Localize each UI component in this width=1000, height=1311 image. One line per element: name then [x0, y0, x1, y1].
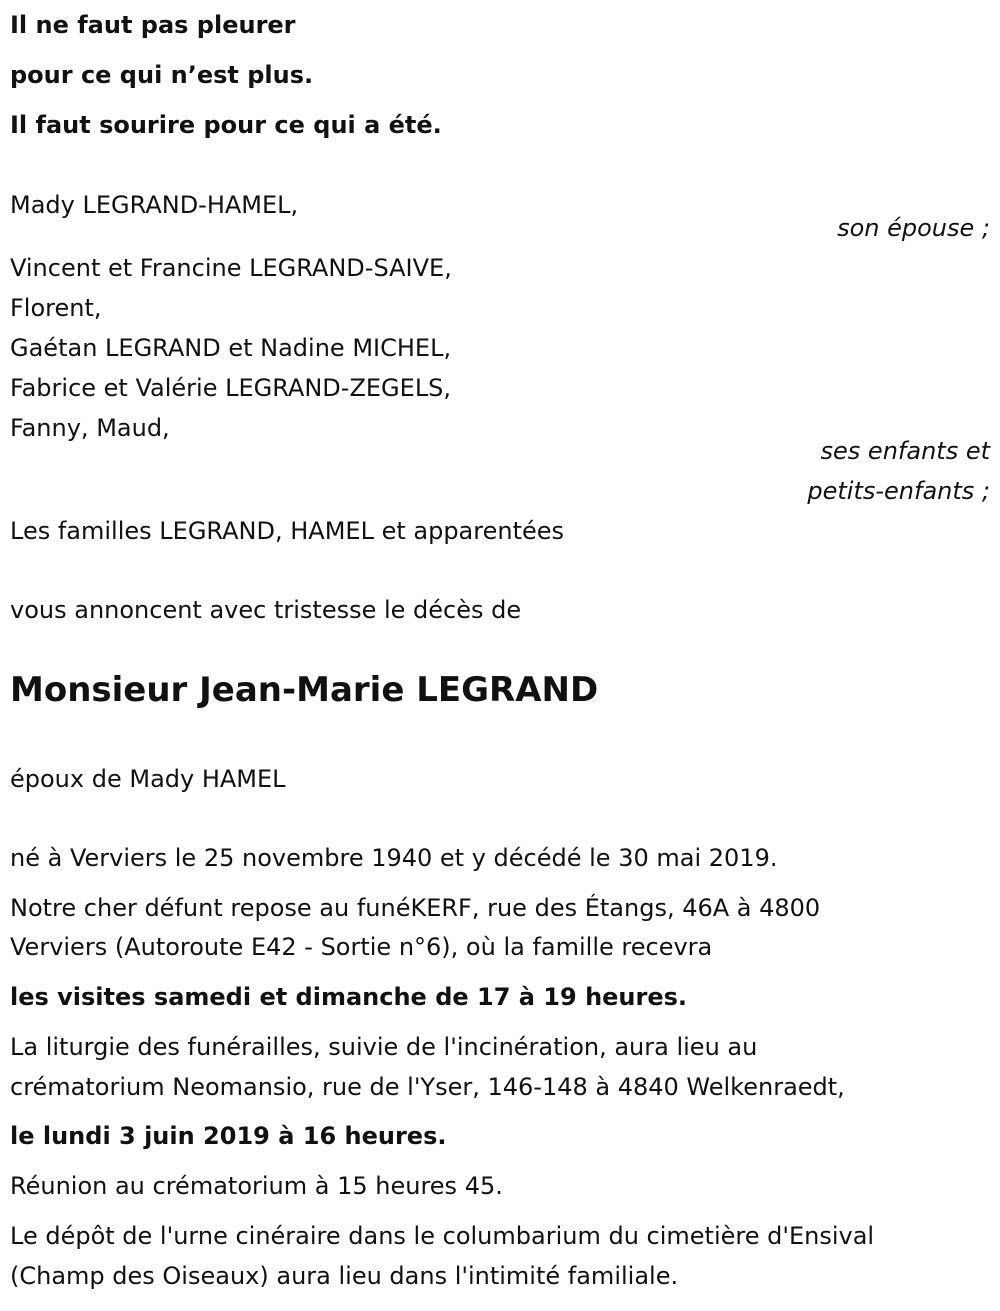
meeting: Réunion au crématorium à 15 heures 45. [10, 1172, 503, 1200]
visits: les visites samedi et dimanche de 17 à 19 heures. [10, 983, 688, 1011]
quote-line: Il faut sourire pour ce qui a été. [10, 111, 442, 139]
children-role: petits-enfants ; [807, 477, 990, 505]
ceremony-date: le lundi 3 juin 2019 à 16 heures. [10, 1122, 447, 1150]
child-name: Fanny, Maud, [10, 414, 170, 442]
quote-line: Il ne faut pas pleurer [10, 11, 296, 39]
spouse-of: époux de Mady HAMEL [10, 765, 286, 793]
urn-line: Le dépôt de l'urne cinéraire dans le columbarium du cimetière d'Ensival [10, 1222, 875, 1250]
child-name: Fabrice et Valérie LEGRAND-ZEGELS, [10, 374, 452, 402]
liturgy-line: crématorium Neomansio, rue de l'Yser, 146-148 à 4840 Welkenraedt, [10, 1073, 845, 1101]
announce: vous annoncent avec tristesse le décès de [10, 596, 522, 624]
children-role: ses enfants et [820, 437, 990, 465]
spouse-role: son épouse ; [837, 214, 990, 242]
birth-death: né à Verviers le 25 novembre 1940 et y décédé le 30 mai 2019. [10, 844, 778, 872]
quote-line: pour ce qui n’est plus. [10, 61, 314, 89]
child-name: Florent, [10, 294, 102, 322]
deceased-name: Monsieur Jean-Marie LEGRAND [10, 670, 599, 710]
families: Les familles LEGRAND, HAMEL et apparentées [10, 517, 565, 545]
child-name: Vincent et Francine LEGRAND-SAIVE, [10, 254, 452, 282]
child-name: Gaétan LEGRAND et Nadine MICHEL, [10, 334, 452, 362]
spouse-name: Mady LEGRAND-HAMEL, [10, 191, 299, 219]
urn-line: (Champ des Oiseaux) aura lieu dans l'intimité familiale. [10, 1262, 679, 1290]
repose-line: Verviers (Autoroute E42 - Sortie n°6), où la famille recevra [10, 933, 713, 961]
liturgy-line: La liturgie des funérailles, suivie de l'incinération, aura lieu au [10, 1033, 758, 1061]
repose-line: Notre cher défunt repose au funéKERF, rue des Étangs, 46A à 4800 [10, 894, 821, 922]
